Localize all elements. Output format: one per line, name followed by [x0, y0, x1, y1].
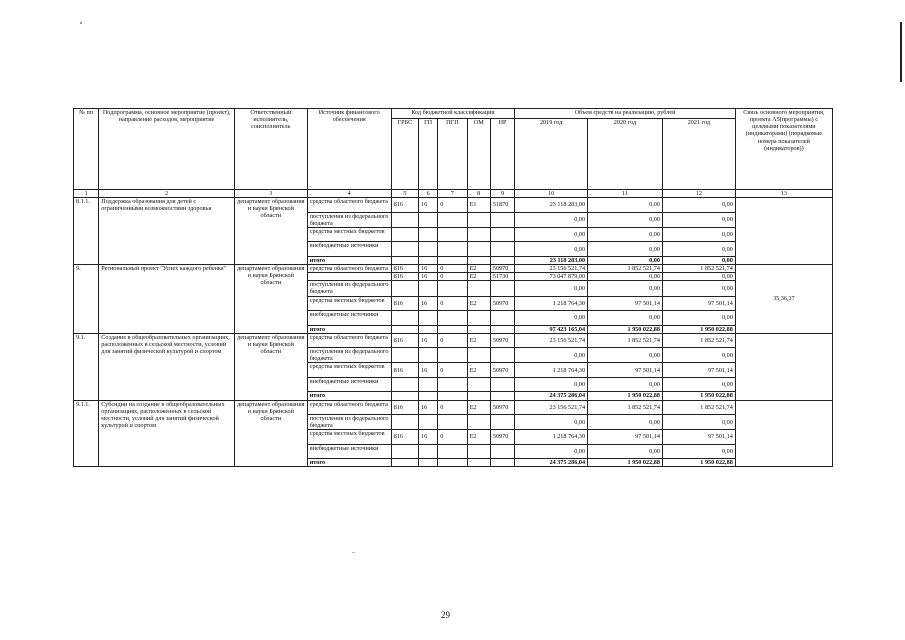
value-2020: 0,00 — [588, 444, 663, 459]
code-gp: 16 — [419, 296, 438, 311]
value-2020: 0,00 — [588, 311, 663, 326]
header-num: № пп — [74, 109, 99, 190]
value-2019: 1 218 764,30 — [515, 363, 588, 378]
value-2020: 0,00 — [588, 348, 663, 363]
row-name: Поддержка образования для детей с ограниченными возможностями здоровья — [99, 198, 235, 265]
code-nr: 50970 — [490, 363, 514, 378]
value-2021: 1 852 521,74 — [662, 400, 735, 415]
code-pgp: 0 — [438, 198, 467, 213]
code-grbs: 816 — [391, 400, 418, 415]
value-2019: 1 218 764,30 — [515, 296, 588, 311]
source-label: средства областного бюджета — [307, 265, 391, 273]
source-label: внебюджетные источники — [307, 377, 391, 392]
source-label: внебюджетные источники — [307, 242, 391, 257]
value-2021: 1 852 521,74 — [662, 333, 735, 348]
value-2020: 0,00 — [588, 212, 663, 227]
source-label: поступления из федерального бюджета — [307, 212, 391, 227]
source-label: итого — [307, 392, 391, 400]
value-2020: 0,00 — [588, 227, 663, 242]
page-edge-mark — [900, 22, 902, 82]
source-label — [307, 273, 391, 281]
header-volumes: Объем средств на реализацию, рублей — [515, 109, 736, 119]
col-number: 10 — [515, 190, 588, 198]
value-2021: 0,00 — [662, 377, 735, 392]
col-number: 12 — [662, 190, 735, 198]
code-om: E2 — [467, 296, 490, 311]
code-gp: 16 — [419, 265, 438, 273]
row-num: 8.1.1. — [74, 198, 99, 265]
code-nr: 51870 — [490, 198, 514, 213]
value-2020: 97 501,14 — [588, 296, 663, 311]
total-2020: 1 950 022,88 — [588, 459, 663, 467]
code-nr: 50970 — [490, 400, 514, 415]
source-label: внебюджетные источники — [307, 444, 391, 459]
value-2021: 0,00 — [662, 212, 735, 227]
link-cell — [735, 333, 832, 400]
total-2021: 1 950 022,88 — [662, 459, 735, 467]
code-pgp: 0 — [438, 400, 467, 415]
code-gp: 16 — [419, 363, 438, 378]
value-2020: 0,00 — [588, 198, 663, 213]
page-number: 29 — [441, 610, 450, 620]
table-row — [74, 265, 833, 273]
header-2019: 2019 год — [515, 119, 588, 190]
col-number: 11 — [588, 190, 663, 198]
table-row — [74, 198, 833, 213]
header-name: Подпрограмма, основное мероприятие (проект), направление расходов, мероприятие — [99, 109, 235, 190]
header-pgp: ПГП — [438, 119, 467, 190]
code-grbs: 816 — [391, 198, 418, 213]
source-label: средства областного бюджета — [307, 400, 391, 415]
value-2020: 0,00 — [588, 273, 663, 281]
total-2020: 0,00 — [588, 256, 663, 264]
value-2019: 0,00 — [515, 212, 588, 227]
col-number: 4 — [307, 190, 391, 198]
value-2021: 0,00 — [662, 281, 735, 296]
header-codes: Код бюджетной классификации — [391, 109, 514, 119]
code-grbs: 816 — [391, 333, 418, 348]
code-om: E2 — [467, 430, 490, 445]
value-2019: 0,00 — [515, 415, 588, 430]
value-2019: 23 118 283,00 — [515, 198, 588, 213]
value-2021: 0,00 — [662, 348, 735, 363]
value-2021: 0,00 — [662, 198, 735, 213]
table-row — [74, 400, 833, 415]
value-2019: 1 218 764,30 — [515, 430, 588, 445]
budget-table — [73, 108, 833, 467]
source-label: средства местных бюджетов — [307, 296, 391, 311]
value-2021: 0,00 — [662, 227, 735, 242]
code-om: E1 — [467, 198, 490, 213]
code-gp: 16 — [419, 430, 438, 445]
header-2021: 2021 год — [662, 119, 735, 190]
header-grbs: ГРБС — [391, 119, 418, 190]
code-pgp: 0 — [438, 296, 467, 311]
value-2019: 0,00 — [515, 227, 588, 242]
value-2021: 1 852 521,74 — [662, 265, 735, 273]
table-row — [74, 333, 833, 348]
value-2020: 0,00 — [588, 377, 663, 392]
col-number: 1 — [74, 190, 99, 198]
col-number: 3 — [234, 190, 307, 198]
link-cell — [735, 198, 832, 265]
source-label: внебюджетные источники — [307, 311, 391, 326]
row-executor: департамент образования и науки Брянской области — [234, 333, 307, 400]
row-executor: департамент образования и науки Брянской области — [234, 265, 307, 334]
row-name: Региональный проект "Успех каждого ребенка" — [99, 265, 235, 334]
value-2019: 23 156 521,74 — [515, 333, 588, 348]
source-label: поступления из федерального бюджета — [307, 348, 391, 363]
value-2021: 0,00 — [662, 311, 735, 326]
value-2020: 1 852 521,74 — [588, 333, 663, 348]
source-label: средства областного бюджета — [307, 198, 391, 213]
total-2020: 1 950 022,88 — [588, 325, 663, 333]
code-nr: 50970 — [490, 265, 514, 273]
column-numbers-row — [74, 190, 833, 198]
code-grbs: 816 — [391, 363, 418, 378]
code-grbs: 816 — [391, 265, 418, 273]
total-2019: 24 375 286,04 — [515, 392, 588, 400]
total-2019: 97 423 165,04 — [515, 325, 588, 333]
code-pgp: 0 — [438, 333, 467, 348]
value-2021: 0,00 — [662, 444, 735, 459]
code-om: E2 — [467, 363, 490, 378]
code-pgp: 0 — [438, 273, 467, 281]
total-2021: 1 950 022,88 — [662, 325, 735, 333]
scan-speck — [80, 22, 82, 24]
code-pgp: 0 — [438, 265, 467, 273]
source-label: итого — [307, 256, 391, 264]
code-om: E2 — [467, 265, 490, 273]
header-2020: 2020 год — [588, 119, 663, 190]
header-link: Связь основного мероприятия, проекта A5(программы) с целевыми показателями (индикаторами) (порядковые номера показателей (индикаторов)) — [735, 109, 832, 190]
value-2021: 0,00 — [662, 273, 735, 281]
header-executor: Ответственный исполнитель, соисполнитель — [234, 109, 307, 190]
code-nr: 51730 — [490, 273, 514, 281]
source-label: поступления из федерального бюджета — [307, 281, 391, 296]
code-om: E2 — [467, 273, 490, 281]
value-2020: 97 501,14 — [588, 363, 663, 378]
source-label: средства местных бюджетов — [307, 430, 391, 445]
row-executor: департамент образования и науки Брянской области — [234, 198, 307, 265]
value-2019: 0,00 — [515, 377, 588, 392]
col-number: 13 — [735, 190, 832, 198]
total-2019: 24 375 286,04 — [515, 459, 588, 467]
code-gp: 16 — [419, 333, 438, 348]
value-2020: 1 852 521,74 — [588, 265, 663, 273]
code-grbs: 816 — [391, 296, 418, 311]
header-row — [74, 109, 833, 119]
value-2021: 97 501,14 — [662, 430, 735, 445]
code-nr: 50970 — [490, 430, 514, 445]
value-2020: 0,00 — [588, 281, 663, 296]
col-number: 2 — [99, 190, 235, 198]
code-nr: 50970 — [490, 333, 514, 348]
total-2021: 0,00 — [662, 256, 735, 264]
header-gp: ГП — [419, 119, 438, 190]
code-grbs: 816 — [391, 430, 418, 445]
value-2019: 73 047 879,00 — [515, 273, 588, 281]
code-pgp: 0 — [438, 363, 467, 378]
code-gp: 16 — [419, 400, 438, 415]
link-cell — [735, 400, 832, 467]
code-om: E2 — [467, 400, 490, 415]
value-2019: 23 156 521,74 — [515, 265, 588, 273]
scan-speck — [352, 552, 355, 553]
source-label: итого — [307, 325, 391, 333]
value-2019: 0,00 — [515, 242, 588, 257]
total-2019: 23 118 283,00 — [515, 256, 588, 264]
code-om: E2 — [467, 333, 490, 348]
header-source: Источник финансового обеспечения — [307, 109, 391, 190]
col-number: 5 — [391, 190, 418, 198]
row-name: Субсидии на создание в общеобразовательных организациях, расположенных в сельской местности, условий для занятий физической культурой и спортом — [99, 400, 235, 467]
source-label: итого — [307, 459, 391, 467]
source-label: средства местных бюджетов — [307, 227, 391, 242]
value-2021: 0,00 — [662, 242, 735, 257]
total-2020: 1 950 022,88 — [588, 392, 663, 400]
code-nr: 50970 — [490, 296, 514, 311]
source-label: средства областного бюджета — [307, 333, 391, 348]
col-number: 8 — [467, 190, 490, 198]
row-num: 9. — [74, 265, 99, 334]
link-indicators: 35,36,37 — [735, 265, 832, 334]
total-2021: 1 950 022,88 — [662, 392, 735, 400]
value-2019: 0,00 — [515, 444, 588, 459]
col-number: 6 — [419, 190, 438, 198]
code-gp: 16 — [419, 273, 438, 281]
source-label: средства местных бюджетов — [307, 363, 391, 378]
value-2020: 0,00 — [588, 415, 663, 430]
value-2021: 97 501,14 — [662, 296, 735, 311]
value-2020: 0,00 — [588, 242, 663, 257]
value-2019: 0,00 — [515, 348, 588, 363]
code-gp: 16 — [419, 198, 438, 213]
row-num: 9.1.1. — [74, 400, 99, 467]
row-executor: департамент образования и науки Брянской области — [234, 400, 307, 467]
header-om: ОМ — [467, 119, 490, 190]
code-grbs: 816 — [391, 273, 418, 281]
header-nr: НР — [490, 119, 514, 190]
code-pgp: 0 — [438, 430, 467, 445]
value-2020: 1 852 521,74 — [588, 400, 663, 415]
value-2020: 97 501,14 — [588, 430, 663, 445]
row-num: 9.1. — [74, 333, 99, 400]
value-2021: 97 501,14 — [662, 363, 735, 378]
row-name: Создание в общеобразовательных организациях, расположенных в сельской местности, условий для занятий физической культурой и спортом — [99, 333, 235, 400]
col-number: 7 — [438, 190, 467, 198]
source-label: поступления из федерального бюджета — [307, 415, 391, 430]
value-2021: 0,00 — [662, 415, 735, 430]
col-number: 9 — [490, 190, 514, 198]
value-2019: 0,00 — [515, 281, 588, 296]
value-2019: 23 156 521,74 — [515, 400, 588, 415]
value-2019: 0,00 — [515, 311, 588, 326]
